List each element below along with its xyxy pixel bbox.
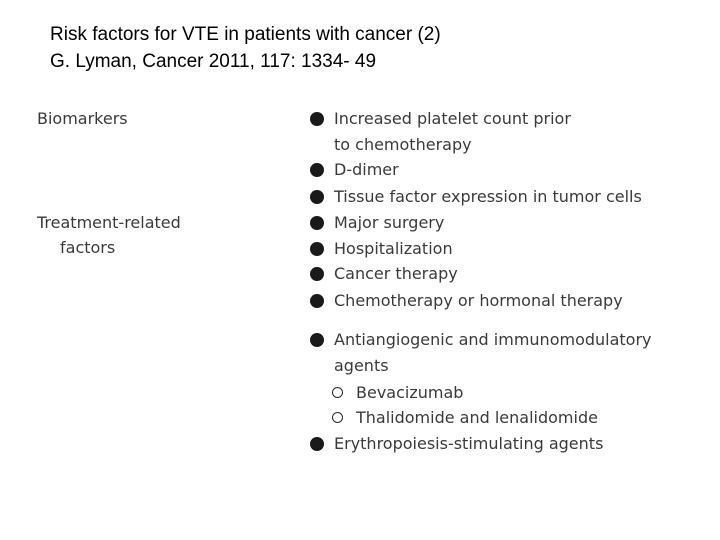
list-item-text: Major surgery	[334, 213, 445, 232]
bullet-icon	[310, 267, 324, 281]
category-label-line1: Treatment-related	[37, 213, 181, 232]
list-item-text: Chemotherapy or hormonal therapy	[334, 291, 623, 310]
list-item-text: Antiangiogenic and immunomodulatory	[334, 330, 652, 349]
list-item-text: Hospitalization	[334, 239, 453, 258]
list-item-text: Erythropoiesis-stimulating agents	[334, 434, 604, 453]
bullet-icon	[310, 294, 324, 308]
slide-title: Risk factors for VTE in patients with cancer (2)	[50, 24, 441, 45]
bullet-icon	[310, 216, 324, 230]
sub-list-item-text: Bevacizumab	[356, 383, 464, 402]
open-circle-icon	[332, 412, 343, 423]
sub-list-item-text: Thalidomide and lenalidomide	[356, 408, 598, 427]
list-item-text-cont: agents	[334, 356, 389, 375]
bullet-icon	[310, 163, 324, 177]
category-label-line2: factors	[60, 238, 116, 257]
list-item-text: D-dimer	[334, 160, 399, 179]
list-item-text: Cancer therapy	[334, 264, 458, 283]
citation: G. Lyman, Cancer 2011, 117: 1334- 49	[50, 51, 377, 72]
category-label: Biomarkers	[37, 109, 128, 128]
bullet-icon	[310, 333, 324, 347]
list-item-text: Increased platelet count prior	[334, 109, 571, 128]
category-treatment-related	[37, 210, 181, 260]
list-item-text: Tissue factor expression in tumor cells	[334, 187, 642, 206]
bullet-icon	[310, 242, 324, 256]
bullet-icon	[310, 437, 324, 451]
bullet-icon	[310, 190, 324, 204]
open-circle-icon	[332, 387, 343, 398]
list-item-text-cont: to chemotherapy	[334, 135, 472, 154]
bullet-icon	[310, 112, 324, 126]
category-biomarkers	[37, 106, 128, 131]
